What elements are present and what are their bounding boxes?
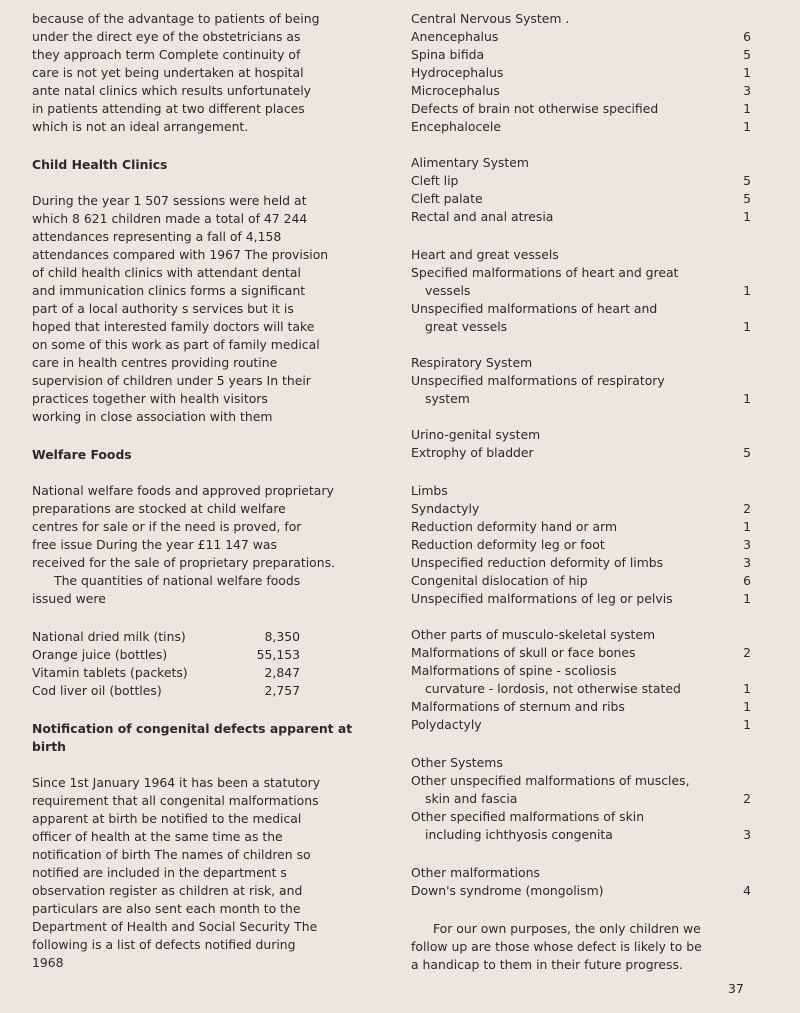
item-label: Congenital dislocation of hip: [411, 573, 588, 588]
list-item: [411, 28, 751, 46]
category-title: Respiratory System: [411, 355, 533, 370]
list-item: [411, 590, 751, 608]
item-label: Defects of brain not otherwise specified: [411, 101, 659, 116]
item-count: 3: [743, 555, 751, 570]
list-item: [411, 100, 751, 118]
item-label: Encephalocele: [411, 119, 501, 134]
text-line: part of a local authority s services but it is: [32, 301, 294, 316]
item-count: 1: [743, 319, 751, 334]
item-label: Anencephalus: [411, 29, 499, 44]
list-item: [411, 118, 751, 136]
child-health-heading: Child Health Clinics: [32, 157, 168, 172]
table-cell-value: 55,153: [256, 647, 300, 662]
list-item: [411, 82, 751, 100]
list-item: [411, 826, 751, 844]
category-title: Other Systems: [411, 755, 503, 770]
text-line: apparent at birth be notified to the medical: [32, 811, 302, 826]
list-item: [411, 644, 751, 662]
text-line: in patients attending at two different places: [32, 101, 305, 116]
text-line: received for the sale of proprietary preparations.: [32, 555, 335, 570]
list-item: [411, 554, 751, 572]
table-row: [32, 646, 300, 664]
text-line: attendances compared with 1967 The provision: [32, 247, 329, 262]
item-count: 5: [743, 191, 751, 206]
item-count: 1: [743, 519, 751, 534]
list-item: [411, 518, 751, 536]
item-label: Unspecified malformations of heart and: [411, 301, 658, 316]
table-cell-label: Vitamin tablets (packets): [32, 665, 188, 680]
text-line: officer of health at the same time as the: [32, 829, 283, 844]
item-label: Down's syndrome (mongolism): [411, 883, 604, 898]
table-cell-label: Orange juice (bottles): [32, 647, 168, 662]
text-line: and immunication clinics forms a significant: [32, 283, 306, 298]
text-line: ante natal clinics which results unfortunately: [32, 83, 311, 98]
item-label: Polydactyly: [411, 717, 482, 732]
notification-heading: Notification of congenital defects apparent at: [32, 721, 353, 736]
item-label-cont: system: [425, 391, 470, 406]
item-count: 2: [743, 791, 751, 806]
text-line: hoped that interested family doctors will take: [32, 319, 315, 334]
category-title: Other parts of musculo-skeletal system: [411, 627, 656, 642]
list-item: [411, 882, 751, 900]
item-label: Cleft palate: [411, 191, 483, 206]
table-row: [32, 664, 300, 682]
text-line: During the year 1 507 sessions were held at: [32, 193, 307, 208]
item-count: 1: [743, 591, 751, 606]
text-line: care in health centres providing routine: [32, 355, 278, 370]
item-label: Other unspecified malformations of muscles,: [411, 773, 690, 788]
item-label: Reduction deformity leg or foot: [411, 537, 605, 552]
item-label-cont: curvature - lordosis, not otherwise stated: [425, 681, 681, 696]
text-line: working in close association with them: [32, 409, 273, 424]
item-label: Syndactyly: [411, 501, 480, 516]
text-line: care is not yet being undertaken at hospital: [32, 65, 304, 80]
item-count: 1: [743, 717, 751, 732]
text-line: centres for sale or if the need is proved, for: [32, 519, 302, 534]
category-title: Heart and great vessels: [411, 247, 559, 262]
item-label: Other specified malformations of skin: [411, 809, 645, 824]
intro-paragraph: [32, 10, 387, 136]
text-line: under the direct eye of the obstetricians as: [32, 29, 301, 44]
item-count: 1: [743, 283, 751, 298]
table-cell-value: 2,847: [264, 665, 300, 680]
list-item: [411, 282, 751, 300]
item-count: 1: [743, 119, 751, 134]
item-count: 6: [743, 573, 751, 588]
list-item: [411, 716, 751, 734]
text-line: 1968: [32, 955, 64, 970]
item-label: Cleft lip: [411, 173, 459, 188]
table-cell-value: 2,757: [264, 683, 300, 698]
item-count: 3: [743, 537, 751, 552]
text-line: notified are included in the department s: [32, 865, 287, 880]
closing-paragraph: [411, 920, 751, 974]
text-line: follow up are those whose defect is likely to be: [411, 939, 702, 954]
item-count: 5: [743, 47, 751, 62]
text-line: requirement that all congenital malformations: [32, 793, 319, 808]
category-title: Other malformations: [411, 865, 540, 880]
item-count: 2: [743, 501, 751, 516]
welfare-paragraph: [32, 482, 387, 608]
item-count: 5: [743, 445, 751, 460]
item-label: Rectal and anal atresia: [411, 209, 554, 224]
text-line: which is not an ideal arrangement.: [32, 119, 249, 134]
category-title: Urino-genital system: [411, 427, 541, 442]
item-label: Reduction deformity hand or arm: [411, 519, 618, 534]
item-label-cont: including ichthyosis congenita: [425, 827, 613, 842]
list-item: [411, 208, 751, 226]
list-item: [411, 500, 751, 518]
item-label: Unspecified malformations of respiratory: [411, 373, 665, 388]
welfare-foods-heading: Welfare Foods: [32, 447, 132, 462]
list-item: [411, 190, 751, 208]
text-line: following is a list of defects notified during: [32, 937, 296, 952]
item-label: Microcephalus: [411, 83, 500, 98]
list-item: [411, 536, 751, 554]
text-line: preparations are stocked at child welfare: [32, 501, 286, 516]
text-line: a handicap to them in their future progress.: [411, 957, 683, 972]
text-line: observation register as children at risk, and: [32, 883, 303, 898]
item-label: Malformations of skull or face bones: [411, 645, 636, 660]
table-row: [32, 628, 300, 646]
item-label: Extrophy of bladder: [411, 445, 534, 460]
text-line: which 8 621 children made a total of 47 244: [32, 211, 308, 226]
text-line: notification of birth The names of children so: [32, 847, 311, 862]
notification-heading-cont: birth: [32, 739, 66, 754]
item-count: 6: [743, 29, 751, 44]
text-line: For our own purposes, the only children we: [433, 921, 701, 936]
list-item: [411, 172, 751, 190]
welfare-foods-table: [32, 628, 300, 700]
text-line: of child health clinics with attendant dental: [32, 265, 301, 280]
category-title: Alimentary System: [411, 155, 529, 170]
notification-paragraph: [32, 774, 387, 972]
text-line: Department of Health and Social Security The: [32, 919, 318, 934]
page-number: 37: [728, 981, 744, 996]
item-count: 2: [743, 645, 751, 660]
item-count: 3: [743, 827, 751, 842]
table-row: [32, 682, 300, 700]
text-line: they approach term Complete continuity of: [32, 47, 301, 62]
item-label: Specified malformations of heart and great: [411, 265, 679, 280]
item-count: 1: [743, 65, 751, 80]
child-health-paragraph: [32, 192, 387, 426]
text-line: attendances representing a fall of 4,158: [32, 229, 282, 244]
item-label: Hydrocephalus: [411, 65, 504, 80]
item-label: Malformations of sternum and ribs: [411, 699, 625, 714]
list-item: [411, 444, 751, 462]
item-label: Spina bifida: [411, 47, 485, 62]
list-item: [411, 790, 751, 808]
text-line: practices together with health visitors: [32, 391, 268, 406]
item-count: 3: [743, 83, 751, 98]
text-line: National welfare foods and approved proprietary: [32, 483, 334, 498]
category-title: Central Nervous System .: [411, 11, 570, 26]
table-cell-label: Cod liver oil (bottles): [32, 683, 162, 698]
text-line: particulars are also sent each month to the: [32, 901, 301, 916]
item-label-cont: skin and fascia: [425, 791, 518, 806]
list-item: [411, 680, 751, 698]
item-label: Malformations of spine - scoliosis: [411, 663, 617, 678]
item-count: 1: [743, 699, 751, 714]
item-count: 1: [743, 209, 751, 224]
item-label: Unspecified malformations of leg or pelvis: [411, 591, 673, 606]
text-line: on some of this work as part of family medical: [32, 337, 320, 352]
list-item: [411, 698, 751, 716]
text-line: supervision of children under 5 years In their: [32, 373, 311, 388]
category-title: Limbs: [411, 483, 448, 498]
text-line: because of the advantage to patients of being: [32, 11, 320, 26]
item-count: 5: [743, 173, 751, 188]
item-label: Unspecified reduction deformity of limbs: [411, 555, 664, 570]
text-line: issued were: [32, 591, 106, 606]
right-column: [411, 10, 751, 974]
table-cell-label: National dried milk (tins): [32, 629, 186, 644]
table-cell-value: 8,350: [264, 629, 300, 644]
text-line: Since 1st January 1964 it has been a statutory: [32, 775, 321, 790]
item-label-cont: great vessels: [425, 319, 508, 334]
list-item: [411, 390, 751, 408]
list-item: [411, 572, 751, 590]
item-count: 4: [743, 883, 751, 898]
item-label-cont: vessels: [425, 283, 471, 298]
list-item: [411, 46, 751, 64]
list-item: [411, 64, 751, 82]
item-count: 1: [743, 101, 751, 116]
text-line: free issue During the year £11 147 was: [32, 537, 277, 552]
item-count: 1: [743, 391, 751, 406]
list-item: [411, 318, 751, 336]
text-line: The quantities of national welfare foods: [54, 573, 301, 588]
left-column: [32, 10, 387, 972]
item-count: 1: [743, 681, 751, 696]
